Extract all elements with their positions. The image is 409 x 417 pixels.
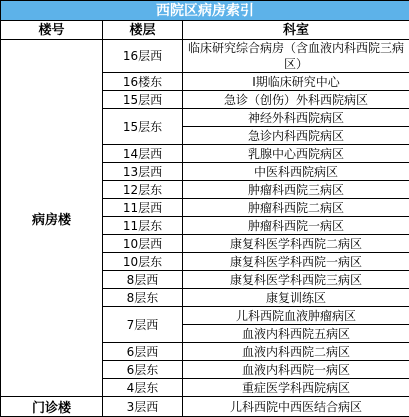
floor-cell: 3层西 (103, 397, 183, 417)
dept-cell: 肿瘤科西院三病区 (183, 181, 409, 199)
dept-cell: 急诊（创伤）外科西院病区 (183, 91, 409, 109)
floor-cell: 8层西 (103, 271, 183, 289)
dept-cell: 康复科医学科西院二病区 (183, 235, 409, 253)
floor-cell: 10层西 (103, 235, 183, 253)
dept-cell: 儿科西院中西医结合病区 (183, 397, 409, 417)
dept-cell: 中医科西院病区 (183, 163, 409, 181)
floor-cell: 13层西 (103, 163, 183, 181)
title-row (1, 1, 409, 21)
header-dept: 科室 (183, 21, 409, 40)
floor-cell: 6层东 (103, 361, 183, 379)
floor-cell: 14层西 (103, 145, 183, 163)
header-building: 楼号 (1, 21, 103, 40)
table-title: 西院区病房索引 (1, 1, 409, 21)
floor-cell: 8层东 (103, 289, 183, 307)
dept-cell: 神经外科西院病区 (183, 109, 409, 127)
dept-cell: 乳腺中心西院病区 (183, 145, 409, 163)
floor-cell: 11层西 (103, 199, 183, 217)
dept-cell: 血液内科西院一病区 (183, 361, 409, 379)
dept-cell: 儿科西院血液肿瘤病区 (183, 307, 409, 325)
dept-cell: 康复科医学科西院一病区 (183, 253, 409, 271)
floor-cell: 15层西 (103, 91, 183, 109)
building-inpatient: 病房楼 (1, 40, 103, 397)
floor-cell: 10层东 (103, 253, 183, 271)
dept-cell: I期临床研究中心 (183, 73, 409, 91)
table-row (1, 397, 409, 417)
floor-cell: 16层西 (103, 40, 183, 73)
header-floor: 楼层 (103, 21, 183, 40)
dept-cell: 肿瘤科西院一病区 (183, 217, 409, 235)
floor-cell: 15层东 (103, 109, 183, 145)
dept-cell: 血液内科西院二病区 (183, 343, 409, 361)
dept-cell: 康复科医学科西院三病区 (183, 271, 409, 289)
dept-cell: 肿瘤科西院二病区 (183, 199, 409, 217)
header-row (1, 21, 409, 40)
dept-cell: 康复训练区 (183, 289, 409, 307)
floor-cell: 6层西 (103, 343, 183, 361)
dept-cell: 重症医学科西院病区 (183, 379, 409, 397)
dept-cell: 临床研究综合病房（含血液内科西院三病区） (183, 40, 409, 73)
building-outpatient: 门诊楼 (1, 397, 103, 417)
dept-cell: 急诊内科西院病区 (183, 127, 409, 145)
dept-cell: 血液内科西院五病区 (183, 325, 409, 343)
table-row (1, 40, 409, 73)
floor-cell: 11层东 (103, 217, 183, 235)
floor-cell: 7层西 (103, 307, 183, 343)
floor-cell: 4层东 (103, 379, 183, 397)
floor-cell: 16楼东 (103, 73, 183, 91)
floor-cell: 12层东 (103, 181, 183, 199)
